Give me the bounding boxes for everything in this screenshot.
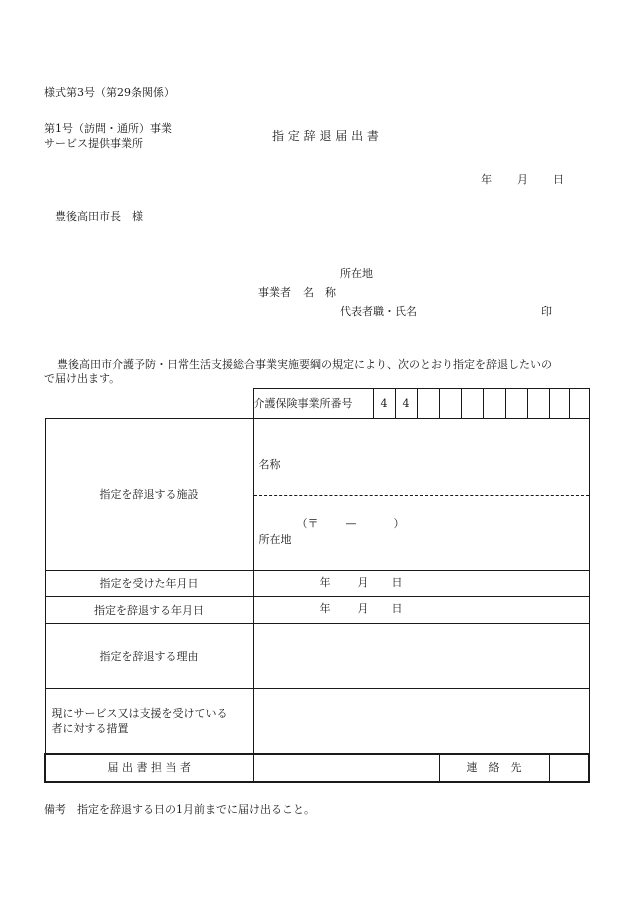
business-type-line1: 第1号（訪問・通所）事業 — [44, 122, 172, 135]
contact-person-label: 届 出 書 担 当 者 — [45, 754, 253, 782]
document-title: 指 定 辞 退 届 出 書 — [272, 129, 379, 143]
measures-row — [45, 689, 589, 754]
withdraw-year-label: 年 — [319, 602, 331, 615]
measures-label-line2: 者に対する措置 — [51, 721, 129, 735]
received-date-field[interactable] — [253, 571, 589, 597]
provider-number-row — [45, 389, 589, 419]
withdraw-date-label: 指定を辞退する年月日 — [45, 597, 253, 624]
withdraw-date-row — [45, 597, 589, 624]
business-type-line2: サービス提供事業所 — [44, 137, 143, 150]
contact-field[interactable] — [549, 754, 589, 782]
provider-number-digit[interactable] — [417, 389, 439, 419]
body-text-line2: で届け出ます。 — [44, 372, 121, 385]
facility-name-label: 名称 — [258, 458, 281, 471]
postal-dash: — — [345, 517, 357, 530]
seal-mark: 印 — [541, 305, 552, 318]
provider-number-digit[interactable]: 4 — [395, 389, 417, 419]
applicant-business-label: 事業者 — [258, 286, 291, 299]
provider-number-label: 介護保険事業所番号 — [253, 389, 373, 419]
measures-field[interactable] — [253, 689, 589, 754]
reason-label: 指定を辞退する理由 — [45, 624, 253, 689]
contact-label: 連 絡 先 — [439, 754, 549, 782]
contact-person-field[interactable] — [253, 754, 439, 782]
date-day-label: 日 — [553, 173, 564, 186]
body-text-line1: 豊後高田市介護予防・日常生活支援総合事業実施要綱の規定により、次のとおり指定を辞退したいの — [57, 358, 552, 371]
withdraw-date-field[interactable] — [253, 597, 589, 624]
postal-close: ） — [393, 517, 405, 530]
form-number: 様式第3号（第29条関係） — [44, 86, 175, 99]
facility-address-field[interactable] — [254, 496, 589, 570]
reason-field[interactable] — [253, 624, 589, 689]
facility-label: 指定を辞退する施設 — [45, 419, 253, 571]
received-date-label: 指定を受けた年月日 — [45, 571, 253, 597]
provider-number-digit[interactable] — [483, 389, 505, 419]
withdraw-day-label: 日 — [391, 602, 403, 615]
measures-label — [45, 689, 253, 754]
received-date-row — [45, 571, 589, 597]
postal-mark: （〒 — [296, 517, 319, 530]
received-day-label: 日 — [391, 575, 403, 589]
contact-row — [45, 754, 589, 782]
provider-number-digit[interactable] — [569, 389, 589, 419]
facility-row — [45, 419, 589, 571]
provider-number-digit[interactable] — [527, 389, 549, 419]
remarks-note: 備考 指定を辞退する日の1月前までに届け出ること。 — [44, 803, 315, 816]
provider-number-digit[interactable] — [439, 389, 461, 419]
provider-number-digit[interactable] — [461, 389, 483, 419]
withdrawal-form-table — [44, 388, 590, 783]
applicant-address-label: 所在地 — [340, 267, 373, 280]
received-year-label: 年 — [319, 575, 331, 589]
date-year-label: 年 — [481, 173, 492, 186]
measures-label-line1: 現にサービス又は支援を受けている — [51, 706, 228, 720]
facility-name-field[interactable] — [254, 419, 589, 496]
reason-row — [45, 624, 589, 689]
applicant-representative-label: 代表者職・氏名 — [340, 305, 417, 318]
received-month-label: 月 — [357, 575, 369, 589]
provider-number-digit[interactable]: 4 — [373, 389, 395, 419]
applicant-name-label: 名 称 — [303, 286, 336, 299]
withdraw-month-label: 月 — [357, 602, 369, 615]
provider-number-digit[interactable] — [505, 389, 527, 419]
addressee: 豊後高田市長 様 — [55, 210, 143, 223]
provider-number-digit[interactable] — [549, 389, 569, 419]
facility-address-label: 所在地 — [258, 533, 292, 546]
date-month-label: 月 — [517, 173, 528, 186]
